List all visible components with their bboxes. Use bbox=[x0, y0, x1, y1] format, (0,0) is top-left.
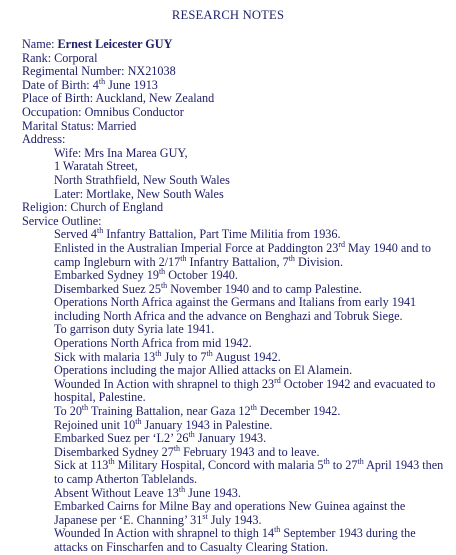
service-entry: Sick with malaria 13th July to 7th August 1942. bbox=[54, 348, 281, 364]
address-line: North Strathfield, New South Wales bbox=[54, 172, 230, 187]
name-line bbox=[22, 38, 452, 52]
service-entry: Embarked Cairns for Milne Bay and operations New Guinea against the Japanese per ‘E. Channing’ 31st July 1943. bbox=[54, 499, 406, 527]
religion-line: Religion: Church of England bbox=[22, 200, 164, 215]
notes-body bbox=[22, 38, 452, 555]
service-entry: Disembarked Sydney 27th February 1943 and to leave. bbox=[54, 443, 320, 459]
service-entry: Operations North Africa from mid 1942. bbox=[54, 336, 252, 351]
regimental-number-line: Regimental Number: NX21038 bbox=[22, 64, 176, 79]
place-of-birth-line: Place of Birth: Auckland, New Zealand bbox=[22, 91, 215, 106]
service-entry: Sick at 113th Military Hospital, Concord with malaria 5th to 27th April 1943 then to camp Atherton Tablelands. bbox=[54, 457, 444, 486]
service-entry: To garrison duty Syria late 1941. bbox=[54, 322, 215, 337]
service-entry: Embarked Suez per ‘L2’ 26th January 1943. bbox=[54, 430, 267, 446]
address-line: Wife: Mrs Ina Marea GUY, bbox=[54, 145, 188, 160]
rank-line: Rank: Corporal bbox=[22, 50, 98, 65]
person-name: Ernest Leicester GUY bbox=[57, 37, 173, 51]
service-entry: Disembarked Suez 25th November 1940 and to camp Palestine. bbox=[54, 280, 362, 296]
service-entry: Embarked Sydney 19th October 1940. bbox=[54, 267, 238, 283]
service-entry: Rejoined unit 10th January 1943 in Palestine. bbox=[54, 416, 273, 432]
service-entry: Absent Without Leave 13th June 1943. bbox=[54, 484, 241, 500]
service-entry: Wounded In Action with shrapnel to thigh 23rd October 1942 and evacuated to hospital, Palestine. bbox=[54, 375, 436, 405]
service-list bbox=[22, 228, 452, 554]
address-label: Address: bbox=[22, 132, 66, 147]
service-entry: Operations including the major Allied attacks on El Alamein. bbox=[54, 363, 353, 378]
date-of-birth-line: Date of Birth: 4th June 1913 bbox=[22, 76, 158, 92]
service-entry: Wounded In Action with shrapnel to thigh 14th September 1943 during the attacks on Finscharfen and to Casualty Clearing Station. bbox=[54, 525, 416, 554]
address-line: Later: Mortlake, New South Wales bbox=[54, 186, 224, 201]
service-outline-label: Service Outline: bbox=[22, 213, 102, 228]
service-entry: Served 4th Infantry Battalion, Part Time Militia from 1936. bbox=[54, 226, 341, 242]
name-label: Name: bbox=[22, 37, 55, 51]
address-line: 1 Waratah Street, bbox=[54, 159, 138, 174]
service-entry: To 20th Training Battalion, near Gaza 12th December 1942. bbox=[54, 402, 341, 419]
service-entry: Operations North Africa against the Germans and Italians from early 1941 including North Africa and the advance on Benghazi and Tobruk Siege. bbox=[54, 295, 417, 323]
service-entry: Enlisted in the Australian Imperial Force at Paddington 23rd May 1940 and to camp Ingleburn with 2/17th Infantry Battalion, 7th Division. bbox=[54, 239, 431, 269]
page-title: RESEARCH NOTES bbox=[171, 8, 285, 22]
marital-status-line: Marital Status: Married bbox=[22, 118, 137, 133]
occupation-line: Occupation: Omnibus Conductor bbox=[22, 104, 184, 119]
